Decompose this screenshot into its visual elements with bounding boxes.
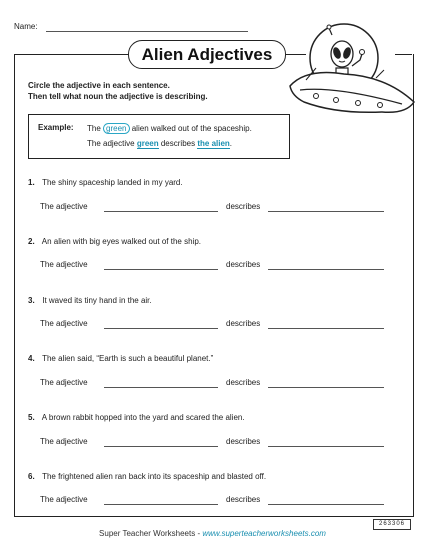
question-2 (28, 237, 201, 246)
question-6 (28, 472, 266, 481)
instructions (28, 80, 208, 102)
adjective-blank[interactable] (104, 446, 218, 447)
question-5 (28, 413, 245, 422)
describes-label: describes (226, 260, 261, 269)
noun-blank[interactable] (268, 446, 384, 447)
answer-row-1 (40, 202, 390, 214)
adjective-blank[interactable] (104, 387, 218, 388)
adjective-blank[interactable] (104, 328, 218, 329)
noun-blank[interactable] (268, 269, 384, 270)
example-before: The (87, 124, 101, 133)
question-number: 5. (28, 413, 35, 422)
answer-row-3 (40, 319, 390, 331)
question-text: An alien with big eyes walked out of the ship. (41, 237, 201, 246)
question-text: It waved its tiny hand in the air. (42, 296, 152, 305)
describes-label: describes (226, 437, 261, 446)
example-ans-mid: describes (160, 139, 196, 148)
instruction-line-1: Circle the adjective in each sentence. (28, 81, 170, 90)
footer-url[interactable]: www.superteacherworksheets.com (202, 529, 326, 538)
question-number: 1. (28, 178, 35, 187)
example-box (28, 114, 290, 159)
describes-label: describes (226, 495, 261, 504)
question-number: 6. (28, 472, 35, 481)
example-circled-word: green (103, 123, 129, 134)
example-ans-before: The adjective (87, 139, 135, 148)
question-text: The alien said, “Earth is such a beautiful planet.” (42, 354, 214, 363)
footer-brand: Super Teacher Worksheets (99, 529, 196, 538)
adjective-blank[interactable] (104, 269, 218, 270)
question-number: 2. (28, 237, 35, 246)
name-label: Name: (14, 22, 38, 31)
instruction-line-2: Then tell what noun the adjective is describing. (28, 92, 208, 101)
adjective-label: The adjective (40, 495, 88, 504)
question-text: A brown rabbit hopped into the yard and scared the alien. (41, 413, 245, 422)
footer-separator: - (195, 529, 203, 538)
adjective-label: The adjective (40, 437, 88, 446)
alien-ufo-illustration (286, 20, 422, 120)
answer-row-2 (40, 260, 390, 272)
question-text: The frightened alien ran back into its spaceship and blasted off. (42, 472, 267, 481)
question-text: The shiny spaceship landed in my yard. (42, 178, 183, 187)
adjective-label: The adjective (40, 202, 88, 211)
describes-label: describes (226, 319, 261, 328)
example-ans-end: . (229, 139, 233, 148)
page-title: Alien Adjectives (128, 40, 286, 69)
noun-blank[interactable] (268, 211, 384, 212)
example-ans-adj: green (136, 139, 159, 148)
describes-label: describes (226, 378, 261, 387)
example-after: alien walked out of the spaceship. (131, 124, 252, 133)
question-4 (28, 354, 213, 363)
adjective-label: The adjective (40, 260, 88, 269)
worksheet-code: 263306 (373, 519, 411, 530)
answer-row-4 (40, 378, 390, 390)
question-number: 3. (28, 296, 35, 305)
footer (0, 529, 425, 538)
adjective-label: The adjective (40, 319, 88, 328)
noun-blank[interactable] (268, 387, 384, 388)
question-number: 4. (28, 354, 35, 363)
describes-label: describes (226, 202, 261, 211)
example-label: Example: (38, 123, 74, 132)
answer-row-6 (40, 495, 390, 507)
example-sentence (87, 123, 252, 134)
example-ans-noun: the alien (197, 139, 230, 148)
example-answer (87, 139, 232, 148)
answer-row-5 (40, 437, 390, 449)
name-line[interactable] (46, 31, 248, 32)
noun-blank[interactable] (268, 328, 384, 329)
adjective-label: The adjective (40, 378, 88, 387)
adjective-blank[interactable] (104, 211, 218, 212)
noun-blank[interactable] (268, 504, 384, 505)
question-3 (28, 296, 152, 305)
adjective-blank[interactable] (104, 504, 218, 505)
question-1 (28, 178, 183, 187)
